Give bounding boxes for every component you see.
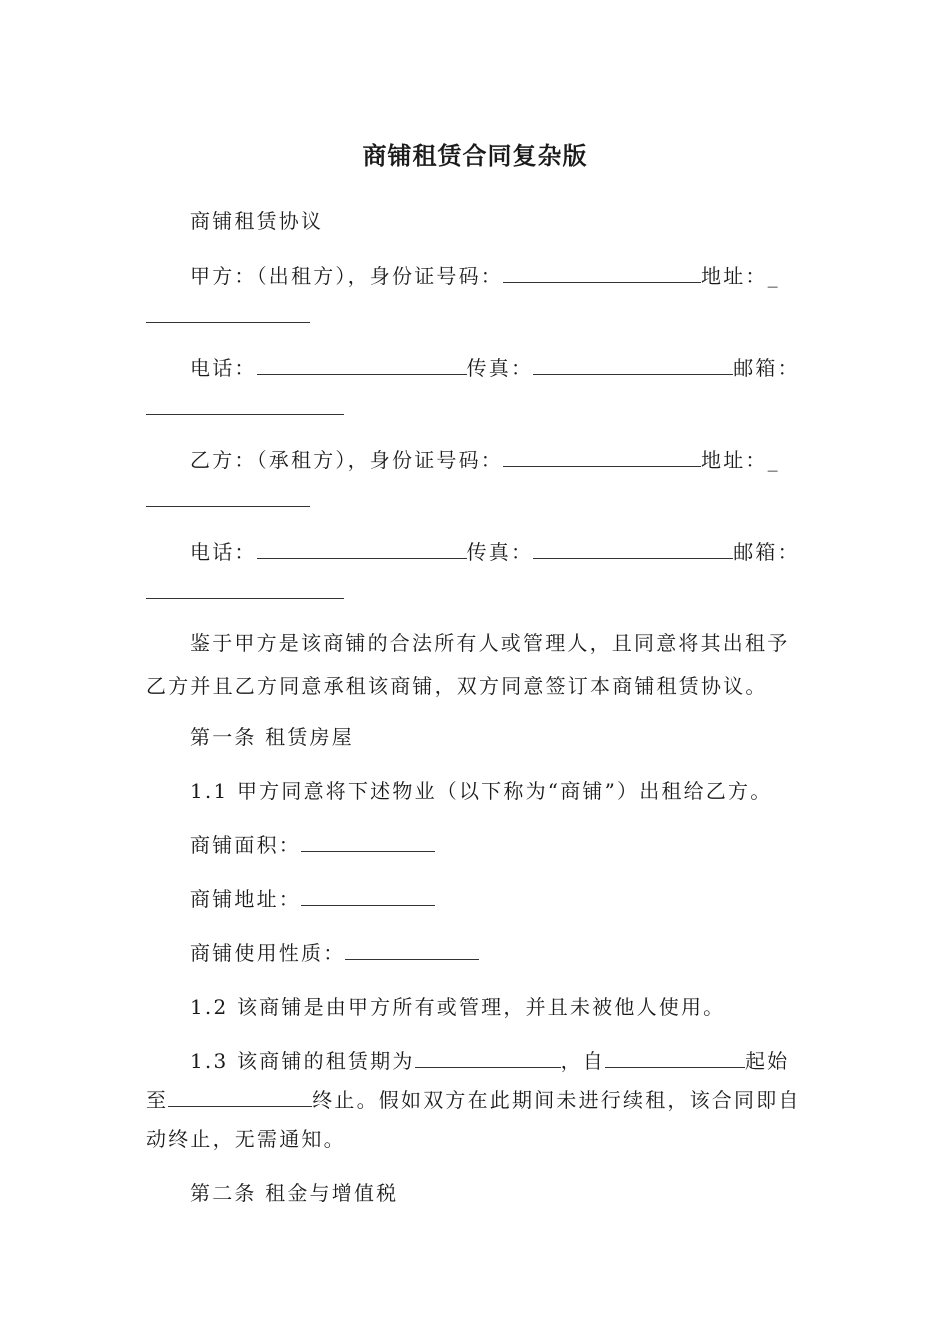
party-a-label: 甲方：（出租方），身份证号码： xyxy=(190,264,503,288)
party-a-email-label: 邮箱： xyxy=(733,356,800,380)
party-a-phone-label: 电话： xyxy=(190,356,257,380)
party-b-address-blank xyxy=(146,486,310,507)
clause-1-2: 1.2 该商铺是由甲方所有或管理，并且未被他人使用。 xyxy=(190,995,726,1019)
party-b-address-label: 地址：_ xyxy=(701,448,780,472)
party-b-id-line xyxy=(146,444,850,476)
party-a-phone-blank xyxy=(257,354,467,375)
recital-line-2: 乙方并且乙方同意承租该商铺，双方同意签订本商铺租赁协议。 xyxy=(146,674,768,698)
shop-address-blank xyxy=(301,885,435,906)
shop-address-line xyxy=(146,883,850,915)
party-a-email-blank xyxy=(146,394,344,415)
party-a-contact-line xyxy=(146,352,850,384)
party-a-address-blank xyxy=(146,302,310,323)
clause-1-1: 1.1 甲方同意将下述物业（以下称为“商铺”）出租给乙方。 xyxy=(190,779,773,803)
agreement-subtitle: 商铺租赁协议 xyxy=(190,209,324,233)
clause-1-3-line-3: 动终止，无需通知。 xyxy=(146,1127,346,1151)
party-b-address-continuation xyxy=(146,484,806,516)
article-1-heading: 第一条 租赁房屋 xyxy=(190,725,354,749)
party-a-id-blank xyxy=(503,262,701,283)
clause-1-3-text-e: 终止。假如双方在此期间未进行续租，该合同即自 xyxy=(312,1088,801,1112)
lease-term-blank xyxy=(415,1047,561,1068)
shop-use-label: 商铺使用性质： xyxy=(190,941,346,965)
party-b-phone-label: 电话： xyxy=(190,540,257,564)
shop-area-blank xyxy=(301,831,435,852)
recital-line-1: 鉴于甲方是该商铺的合法所有人或管理人，且同意将其出租予 xyxy=(190,631,790,655)
party-b-id-blank xyxy=(503,446,701,467)
clause-1-3-text-b: ，自 xyxy=(560,1049,605,1073)
party-a-fax-blank xyxy=(533,354,733,375)
shop-area-line xyxy=(146,829,850,861)
document-title: 商铺租赁合同复杂版 xyxy=(362,142,588,170)
clause-1-3-text-c: 起始 xyxy=(744,1049,790,1073)
lease-start-blank xyxy=(605,1047,745,1068)
party-a-id-line xyxy=(146,260,850,292)
party-a-email-continuation xyxy=(146,392,806,424)
lease-end-blank xyxy=(168,1086,312,1107)
party-b-fax-blank xyxy=(533,538,733,559)
party-b-email-blank xyxy=(146,578,344,599)
shop-use-blank xyxy=(345,939,479,960)
party-b-email-label: 邮箱： xyxy=(733,540,800,564)
party-a-address-continuation xyxy=(146,300,806,332)
clause-1-3-line-1 xyxy=(146,1045,850,1077)
shop-use-line xyxy=(146,937,850,969)
party-a-address-label: 地址：_ xyxy=(701,264,780,288)
article-2-heading: 第二条 租金与增值税 xyxy=(190,1181,399,1205)
party-b-contact-line xyxy=(146,536,850,568)
party-b-fax-label: 传真： xyxy=(466,540,534,564)
party-b-phone-blank xyxy=(257,538,467,559)
party-a-fax-label: 传真： xyxy=(466,356,534,380)
party-b-email-continuation xyxy=(146,576,806,608)
shop-address-label: 商铺地址： xyxy=(190,887,301,911)
clause-1-3-line-2 xyxy=(146,1084,806,1116)
clause-1-3-text-a: 1.3 该商铺的租赁期为 xyxy=(190,1049,415,1073)
clause-1-3-text-d: 至 xyxy=(146,1088,169,1112)
party-b-label: 乙方：（承租方），身份证号码： xyxy=(190,448,503,472)
shop-area-label: 商铺面积： xyxy=(190,833,301,857)
